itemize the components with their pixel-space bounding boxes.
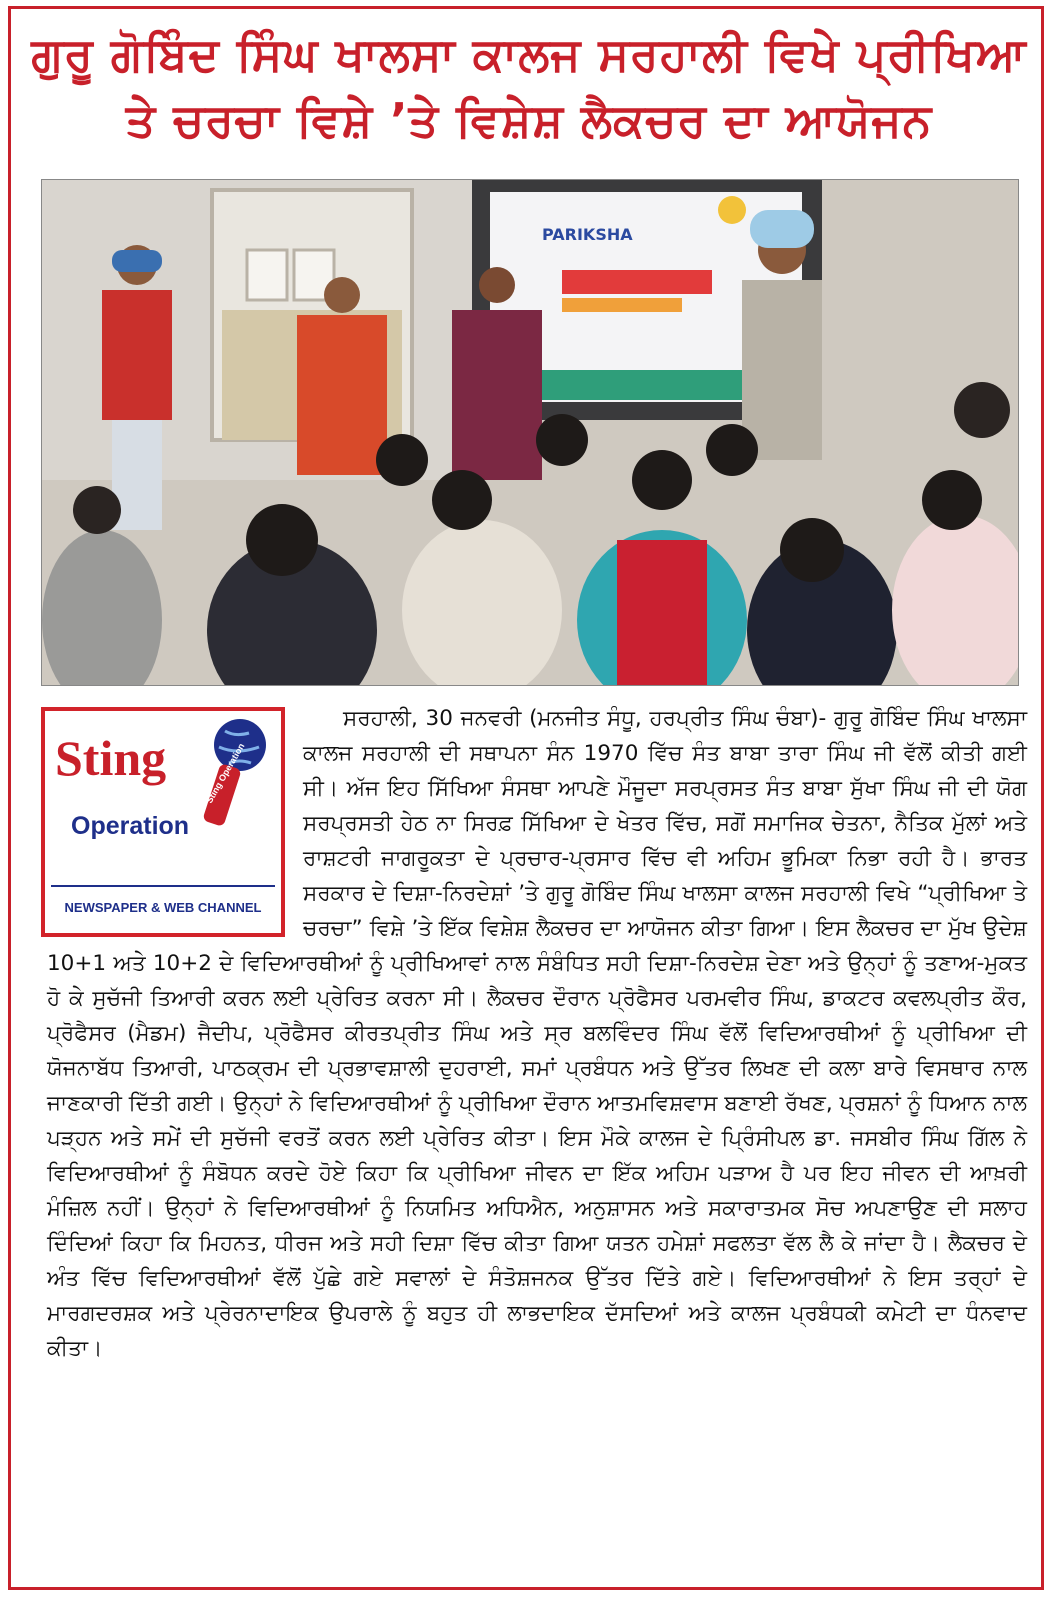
- logo-tagline: NEWSPAPER & WEB CHANNEL: [51, 885, 275, 927]
- mic-label: Sting Operation: [204, 741, 247, 805]
- classroom-scene: [42, 180, 1018, 685]
- event-photo: [41, 179, 1019, 686]
- sting-operation-logo: [41, 707, 285, 937]
- logo-wordmark: Sting: [55, 730, 167, 786]
- article-paragraph: ਸਰਹਾਲੀ, 30 ਜਨਵਰੀ (ਮਨਜੀਤ ਸੰਧੂ, ਹਰਪ੍ਰੀਤ ਸਿੰਘ ਚੰਬਾ)- ਗੁਰੂ ਗੋਬਿੰਦ ਸਿੰਘ ਖਾਲਸਾ ਕਾਲਜ ਸਰਹਾਲੀ ਦੀ ਸਥਾਪਨਾ ਸੰਨ 1970 ਵਿੱਚ ਸੰਤ ਬਾਬਾ ਤਾਰਾ ਸਿੰਘ ਜੀ ਵੱਲੋਂ ਕੀਤੀ ਗਈ ਸੀ। ਅੱਜ ਇਹ ਸਿੱਖਿਆ ਸੰਸਥਾ ਆਪਣੇ ਮੌਜੂਦਾ ਸਰਪ੍ਰਸਤ ਸੰਤ ਬਾਬਾ ਸੁੱਖਾ ਸਿੰਘ ਜੀ ਦੀ ਯੋਗ ਸਰਪ੍ਰਸਤੀ ਹੇਠ ਨਾ ਸਿਰਫ਼ ਸਿੱਖਿਆ ਦੇ ਖੇਤਰ ਵਿੱਚ, ਸਗੋਂ ਸਮਾਜਿਕ ਚੇਤਨਾ, ਨੈਤਿਕ ਮੁੱਲਾਂ ਅਤੇ ਰਾਸ਼ਟਰੀ ਜਾਗਰੂਕਤਾ ਦੇ ਪ੍ਰਚਾਰ-ਪ੍ਰਸਾਰ ਵਿੱਚ ਵੀ ਅਹਿਮ ਭੂਮਿਕਾ ਨਿਭਾ ਰਹੀ ਹੈ। ਭਾਰਤ ਸਰਕਾਰ ਦੇ ਦਿਸ਼ਾ-ਨਿਰਦੇਸ਼ਾਂ ’ਤੇ ਗੁਰੂ ਗੋਬਿੰਦ ਸਿੰਘ ਖਾਲਸਾ ਕਾਲਜ ਸਰਹਾਲੀ ਵਿਖੇ “ਪ੍ਰੀਖਿਆ ਤੇ ਚਰਚਾ” ਵਿਸ਼ੇ ’ਤੇ ਇੱਕ ਵਿਸ਼ੇਸ਼ ਲੈਕਚਰ ਦਾ ਆਯੋਜਨ ਕੀਤਾ ਗਿਆ। ਇਸ ਲੈਕਚਰ ਦਾ ਮੁੱਖ ਉਦੇਸ਼ 10+1 ਅਤੇ 10+2 ਦੇ ਵਿਦਿਆਰਥੀਆਂ ਨੂੰ ਪ੍ਰੀਖਿਆਵਾਂ ਨਾਲ ਸੰਬੰਧਿਤ ਸਹੀ ਦਿਸ਼ਾ-ਨਿਰਦੇਸ਼ ਦੇਣਾ ਅਤੇ ਉਨ੍ਹਾਂ ਨੂੰ ਤਣਾਅ-ਮੁਕਤ ਹੋ ਕੇ ਸੁਚੱਜੀ ਤਿਆਰੀ ਕਰਨ ਲਈ ਪ੍ਰੇਰਿਤ ਕਰਨਾ ਸੀ। ਲੈਕਚਰ ਦੌਰਾਨ ਪ੍ਰੋਫੈਸਰ ਪਰਮਵੀਰ ਸਿੰਘ, ਡਾਕਟਰ ਕਵਲਪ੍ਰੀਤ ਕੌਰ, ਪ੍ਰੋਫੈਸਰ (ਮੈਡਮ) ਜੈਦੀਪ, ਪ੍ਰੋਫੈਸਰ ਕੀਰਤਪ੍ਰੀਤ ਸਿੰਘ ਅਤੇ ਸ੍ਰ ਬਲਵਿੰਦਰ ਸਿੰਘ ਵੱਲੋਂ ਵਿਦਿਆਰਥੀਆਂ ਨੂੰ ਪ੍ਰੀਖਿਆ ਦੀ ਯੋਜਨਾਬੱਧ ਤਿਆਰੀ, ਪਾਠਕ੍ਰਮ ਦੀ ਪ੍ਰਭਾਵਸ਼ਾਲੀ ਦੁਹਰਾਈ, ਸਮਾਂ ਪ੍ਰਬੰਧਨ ਅਤੇ ਉੱਤਰ ਲਿਖਣ ਦੀ ਕਲਾ ਬਾਰੇ ਵਿਸਥਾਰ ਨਾਲ ਜਾਣਕਾਰੀ ਦਿੱਤੀ ਗਈ। ਉਨ੍ਹਾਂ ਨੇ ਵਿਦਿਆਰਥੀਆਂ ਨੂੰ ਪ੍ਰੀਖਿਆ ਦੌਰਾਨ ਆਤਮਵਿਸ਼ਵਾਸ ਬਣਾਈ ਰੱਖਣ, ਪ੍ਰਸ਼ਨਾਂ ਨੂੰ ਧਿਆਨ ਨਾਲ ਪੜ੍ਹਨ ਅਤੇ ਸਮੇਂ ਦੀ ਸੁਚੱਜੀ ਵਰਤੋਂ ਕਰਨ ਲਈ ਪ੍ਰੇਰਿਤ ਕੀਤਾ। ਇਸ ਮੌਕੇ ਕਾਲਜ ਦੇ ਪ੍ਰਿੰਸੀਪਲ ਡਾ. ਜਸਬੀਰ ਸਿੰਘ ਗਿੱਲ ਨੇ ਵਿਦਿਆਰਥੀਆਂ ਨੂੰ ਸੰਬੋਧਨ ਕਰਦੇ ਹੋਏ ਕਿਹਾ ਕਿ ਪ੍ਰੀਖਿਆ ਜੀਵਨ ਦਾ ਇੱਕ ਅਹਿਮ ਪੜਾਅ ਹੈ ਪਰ ਇਹ ਜੀਵਨ ਦੀ ਆਖ਼ਰੀ ਮੰਜ਼ਿਲ ਨਹੀਂ। ਉਨ੍ਹਾਂ ਨੇ ਵਿਦਿਆਰਥੀਆਂ ਨੂੰ ਨਿਯਮਿਤ ਅਧਿਐਨ, ਅਨੁਸ਼ਾਸਨ ਅਤੇ ਸਕਾਰਾਤਮਕ ਸੋਚ ਅਪਣਾਉਣ ਦੀ ਸਲਾਹ ਦਿੰਦਿਆਂ ਕਿਹਾ ਕਿ ਮਿਹਨਤ, ਧੀਰਜ ਅਤੇ ਸਹੀ ਦਿਸ਼ਾ ਵਿੱਚ ਕੀਤਾ ਗਿਆ ਯਤਨ ਹਮੇਸ਼ਾਂ ਸਫਲਤਾ ਵੱਲ ਲੈ ਕੇ ਜਾਂਦਾ ਹੈ। ਲੈਕਚਰ ਦੇ ਅੰਤ ਵਿੱਚ ਵਿਦਿਆਰਥੀਆਂ ਵੱਲੋਂ ਪੁੱਛੇ ਗਏ ਸਵਾਲਾਂ ਦੇ ਸੰਤੋਸ਼ਜਨਕ ਉੱਤਰ ਦਿੱਤੇ ਗਏ। ਵਿਦਿਆਰਥੀਆਂ ਨੇ ਇਸ ਤਰ੍ਹਾਂ ਦੇ ਮਾਰਗਦਰਸ਼ਕ ਅਤੇ ਪ੍ਰੇਰਨਾਦਾਇਕ ਉਪਰਾਲੇ ਨੂੰ ਬਹੁਤ ਹੀ ਲਾਭਦਾਇਕ ਦੱਸਦਿਆਂ ਅਤੇ ਕਾਲਜ ਪ੍ਰਬੰਧਕੀ ਕਮੇਟੀ ਦਾ ਧੰਨਵਾਦ ਕੀਤਾ।: [47, 706, 1027, 1361]
- logo-subtitle: Operation: [71, 812, 190, 840]
- newspaper-clipping: [8, 6, 1044, 1590]
- article-body: [47, 701, 1027, 1366]
- headline-line-2: ਤੇ ਚਰਚਾ ਵਿਸ਼ੇ ’ਤੇ ਵਿਸ਼ੇਸ਼ ਲੈਕਚਰ ਦਾ ਆਯੋਜਨ: [125, 93, 933, 147]
- screen-brand-text: PARIKSHA: [542, 225, 633, 244]
- microphone-globe-icon: [185, 717, 275, 837]
- headline-line-1: ਗੁਰੂ ਗੋਬਿੰਦ ਸਿੰਘ ਖਾਲਸਾ ਕਾਲਜ ਸਰਹਾਲੀ ਵਿਖੇ ਪ੍ਰੀਖਿਆ: [31, 27, 1027, 81]
- headline: [31, 21, 1027, 153]
